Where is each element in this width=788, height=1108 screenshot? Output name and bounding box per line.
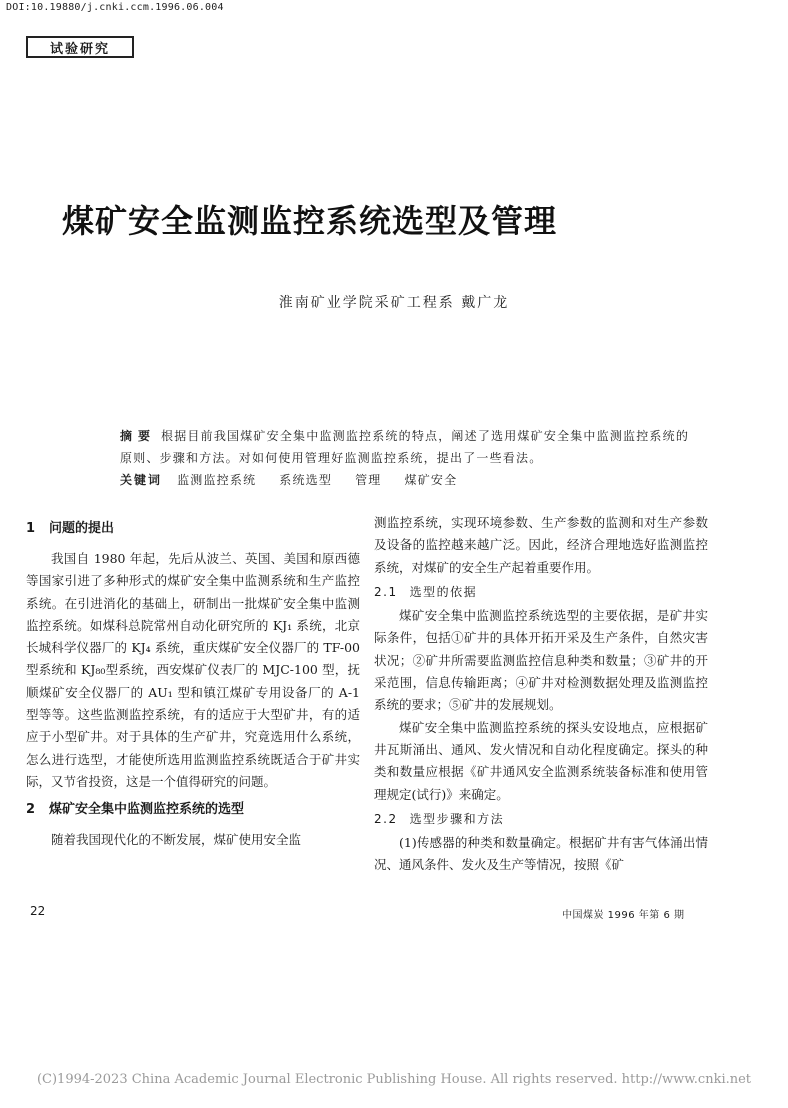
keywords-label: 关键词	[120, 473, 163, 487]
paragraph-continued: 测监控系统，实现环境参数、生产参数的监测和对生产参数及设备的监控越来越广泛。因此，经济合理地选好监测监控系统，对煤矿的安全生产起着重要作用。	[374, 515, 708, 575]
doi-line: DOI:10.19880/j.cnki.ccm.1996.06.004	[6, 2, 224, 13]
paragraph: (1)传感器的种类和数量确定。根据矿井有害气体涌出情况、通风条件、发火及生产等情况，按照《矿	[374, 835, 708, 873]
copyright-notice: (C)1994-2023 China Academic Journal Electronic Publishing House. All rights reserved. http://www.cnki.net	[36, 1072, 752, 1087]
paragraph: 煤矿安全集中监测监控系统的探头安设地点，应根据矿井瓦斯涌出、通风、发火情况和自动化程度确定。探头的种类和数量应根据《矿井通风安全监测系统装备标准和使用管理规定(试行)》来确定。	[374, 719, 708, 802]
abstract-text: 根据目前我国煤矿安全集中监测监控系统的特点，阐述了选用煤矿安全集中监测监控系统的原则、步骤和方法。对如何使用管理好监测监控系统，提出了一些看法。	[120, 429, 690, 465]
keyword: 监测监控系统	[177, 473, 257, 487]
abstract-block	[90, 425, 700, 491]
keyword: 系统选型	[279, 473, 333, 487]
left-column	[26, 512, 360, 852]
paragraph: 煤矿安全集中监测监控系统选型的主要依据，是矿井实际条件，包括①矿井的具体开拓开采及生产条件，自然灾害状况；②矿井所需要监测监控信息种类和数量；③矿井的开采范围，信息传输距离；④矿井对检测数据处理及监测监控系统的要求；⑤矿井的发展规划。	[374, 608, 708, 713]
keyword: 管理	[355, 473, 382, 487]
subsection-heading-2-1: 2.1 选型的依据	[374, 584, 478, 599]
section-heading-2: 2 煤矿安全集中监测监控系统的选型	[26, 802, 245, 818]
subsection-heading-2-2: 2.2 选型步骤和方法	[374, 811, 505, 826]
abstract-paragraph	[90, 425, 700, 469]
right-column	[374, 512, 708, 877]
article-title: 煤矿安全监测监控系统选型及管理	[62, 202, 558, 240]
paragraph: 我国自 1980 年起，先后从波兰、英国、美国和原西德等国家引进了多种形式的煤矿安全集中监测系统和生产监控系统。在引进消化的基础上，研制出一批煤矿安全集中监测监控系统。如煤科总院常州自动化研究所的 KJ₁ 系统，北京长城科学仪器厂的 KJ₄ 系统，重庆煤矿安全仪器厂的 TF-00 型系统和 KJ₈₀型系统，西安煤矿仪表厂的 MJC-100 型，抚顺煤矿安全仪器厂的 AU₁ 型和镇江煤矿专用设备厂的 A-1 型等等。这些监测监控系统，有的适应于大型矿井，有的适应于小型矿井。对于具体的生产矿井，究竟选用什么系统，怎么进行选型，才能使所选用监测监控系统既适合于矿井实际，又节省投资，这是一个值得研究的问题。	[26, 551, 360, 789]
author-line: 淮南矿业学院采矿工程系 戴广龙	[278, 295, 510, 311]
page-number: 22	[30, 904, 46, 918]
keywords-line	[90, 469, 700, 491]
keyword: 煤矿安全	[404, 473, 458, 487]
abstract-label: 摘要	[120, 429, 157, 443]
section-heading-1: 1 问题的提出	[26, 521, 115, 536]
journal-footer: 中国煤炭 1996 年第 6 期	[562, 910, 685, 921]
paragraph: 随着我国现代化的不断发展，煤矿使用安全监	[51, 832, 302, 848]
section-label: 试验研究	[26, 36, 134, 58]
